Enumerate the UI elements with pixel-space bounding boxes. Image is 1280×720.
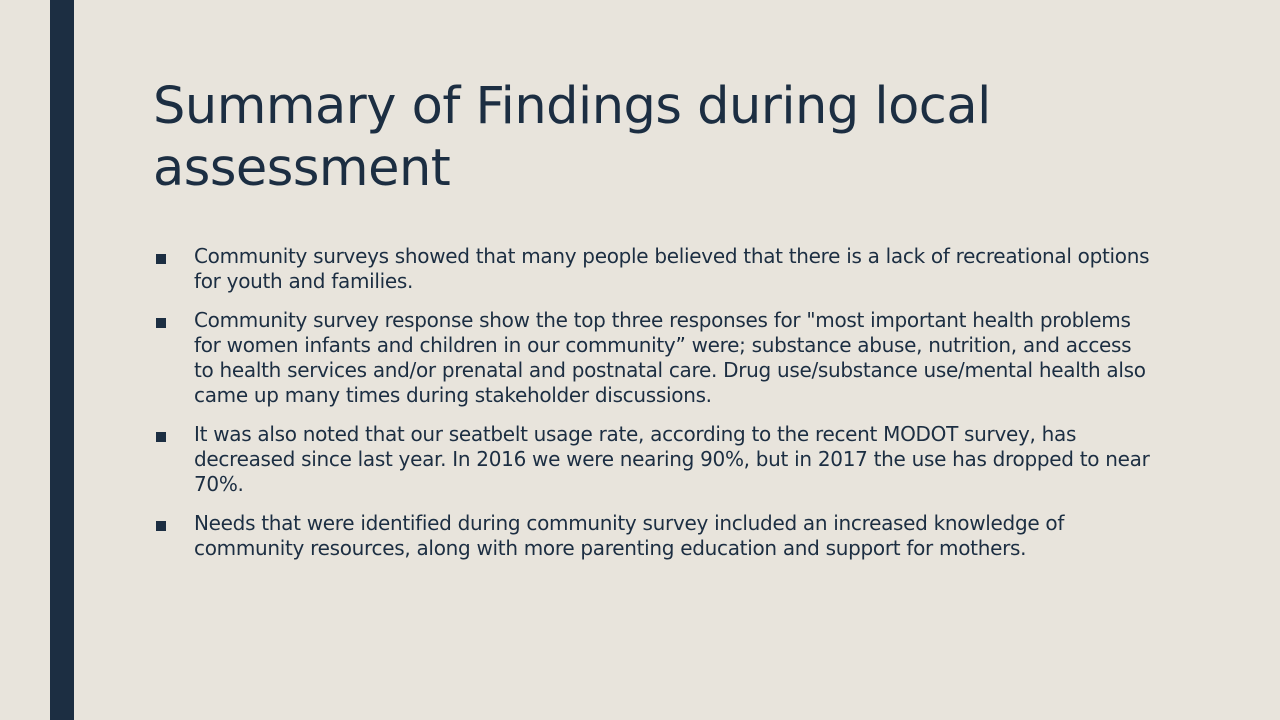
bullet-text: It was also noted that our seatbelt usage rate, according to the recent MODOT survey, has decreased since last year. In 2016 we were nearing 90%, but in 2017 the use has dropped to near 70%. bbox=[194, 422, 1150, 496]
bullet-item bbox=[153, 308, 1153, 408]
bullet-item bbox=[153, 511, 1153, 561]
bullet-list bbox=[153, 244, 1153, 575]
accent-bar bbox=[50, 0, 74, 720]
bullet-text: Community surveys showed that many people believed that there is a lack of recreational options for youth and families. bbox=[194, 244, 1150, 293]
bullet-text: Needs that were identified during community survey included an increased knowledge of community resources, along with more parenting education and support for mothers. bbox=[194, 511, 1065, 560]
bullet-item bbox=[153, 422, 1153, 497]
square-bullet-icon bbox=[153, 244, 194, 269]
square-bullet-icon bbox=[153, 511, 194, 536]
slide-title: Summary of Findings during local assessment bbox=[153, 77, 991, 198]
square-bullet-icon bbox=[153, 422, 194, 447]
square-bullet-icon bbox=[153, 308, 194, 333]
bullet-item bbox=[153, 244, 1153, 294]
bullet-text: Community survey response show the top three responses for "most important health problems for women infants and children in our community” were; substance abuse, nutrition, and access to health services and/or prenatal and postnatal care. Drug use/substance use/mental health also came up many times during stakeholder discussions. bbox=[194, 308, 1146, 407]
